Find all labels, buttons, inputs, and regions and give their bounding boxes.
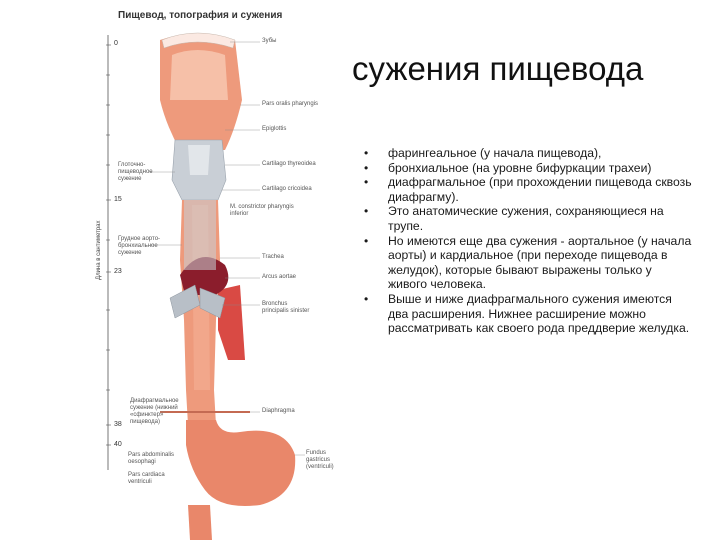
- ruler-caption: Длина в сантиметрах: [96, 220, 102, 280]
- tick-label-38: 38: [114, 421, 122, 428]
- label-aortic-arch: Arcus aortae: [262, 274, 297, 280]
- label-teeth: Зубы: [262, 38, 277, 44]
- tick-label-15: 15: [114, 196, 122, 203]
- label-cricoid-cartilage: Cartilago cricoidea: [262, 186, 312, 192]
- slide-title: сужения пищевода: [352, 50, 644, 87]
- label-epiglottis: Epiglottis: [262, 126, 287, 132]
- label-diaphragm: Diaphragma: [262, 408, 295, 414]
- label-abdominal-part: Pars abdominalis oesophagi: [128, 452, 175, 465]
- bullet-item: • диафрагмальное (при прохождении пищевода сквозь диафрагму).: [362, 175, 692, 204]
- bullet-item: • бронхиальное (на уровне бифуркации трахеи): [362, 161, 692, 176]
- thyroid-cartilage: [188, 145, 210, 175]
- bullet-item: • Это анатомические сужения, сохраняющиеся на трупе.: [362, 204, 692, 233]
- label-fundus: Fundus gastricus (ventriculi): [306, 450, 334, 470]
- figure-title: Пищевод, топография и сужения: [118, 10, 283, 21]
- tick-label-0: 0: [114, 40, 118, 47]
- bullet-item: • фарингеальное (у начала пищевода),: [362, 146, 692, 161]
- label-diaphragmatic-narrowing: Диафрагмальное сужение (нижний «сфинктер» пищевода): [130, 398, 179, 425]
- stomach-shape: [186, 420, 295, 506]
- trachea-shape: [184, 200, 216, 270]
- esophagus-figure: [96, 0, 350, 540]
- label-trachea: Trachea: [262, 254, 284, 260]
- lower-stomach: [188, 505, 212, 540]
- tick-label-40: 40: [114, 441, 122, 448]
- label-thyroid-cartilage: Cartilago thyreoidea: [262, 161, 316, 167]
- label-cardiac-part: Pars cardiaca ventriculi: [128, 472, 165, 485]
- tick-label-23: 23: [114, 268, 122, 275]
- oral-cavity: [170, 50, 228, 100]
- ruler-ticks: [106, 45, 111, 445]
- label-constrictor: M. constrictor pharyngis inferior: [230, 204, 294, 217]
- bullet-list: [362, 146, 692, 336]
- bullet-item: • Но имеются еще два сужения - аортальное (у начала аорты) и кардиальное (при переходе пищевода в желудок), которые бывают выражены только у живого человека.: [362, 234, 692, 292]
- bullet-item: • Выше и ниже диафрагмального сужения имеются два расширения. Нижнее расширение можно рассматривать как своего рода преддверие желудка.: [362, 292, 692, 336]
- label-pars-oralis: Pars oralis pharyngis: [262, 101, 319, 107]
- label-broncho-aortic-narrowing: Грудное аорто-бронхиальное сужение: [118, 236, 161, 256]
- label-pharyngeal-narrowing: Глоточно-пищеводное сужение: [118, 162, 153, 182]
- label-bronchus: Bronchus principalis sinister: [262, 301, 310, 314]
- muscle-strip: [218, 285, 245, 360]
